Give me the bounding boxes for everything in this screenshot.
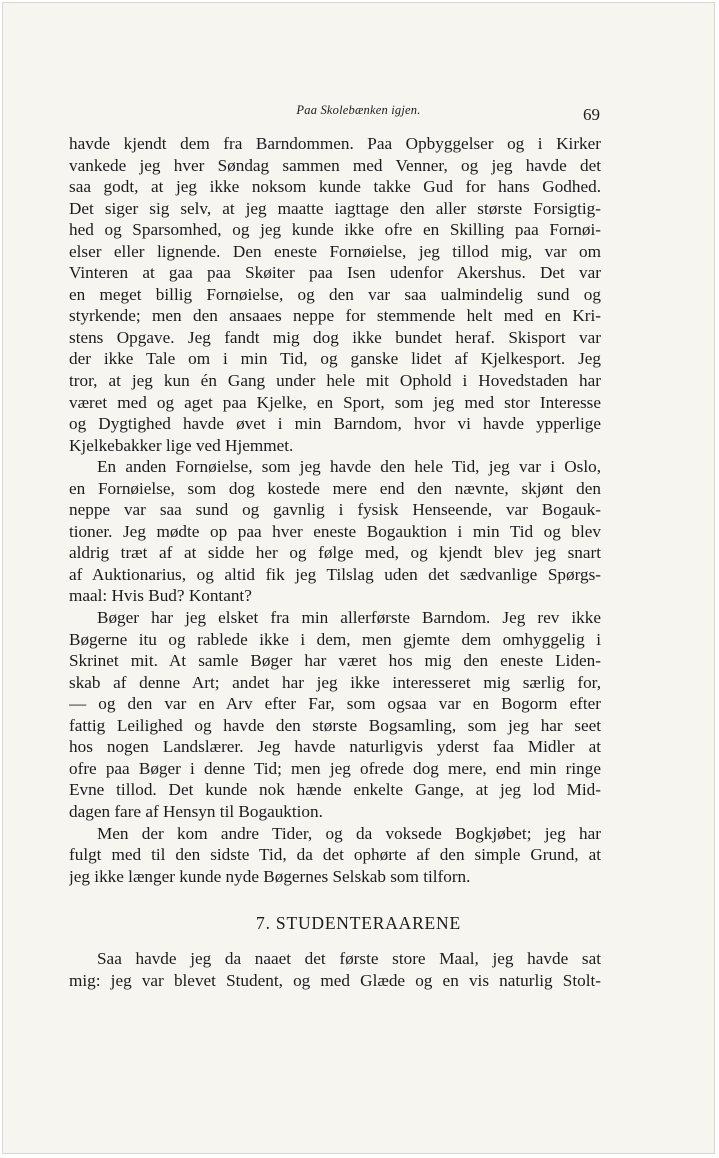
paragraph-start-line: Saa havde jeg da naaet det første store Maal, jeg havde sat [97,949,601,968]
book-page [2,2,715,1154]
paragraph-start-line: Bøger har jeg elsket fra min allerførste Barndom. Jeg rev ikke [97,608,601,628]
text-line: styrkende; men den ansaaes neppe for stemmende helt med en Kri- [69,306,601,326]
text-line: en Fornøielse, som dog kostede mere end den nævnte, skjønt den [69,478,601,498]
text-line: været med og aget paa Kjelke, en Sport, som jeg med stor Interesse [69,392,601,412]
body-text [69,133,601,887]
text-line: saa godt, at jeg ikke noksom kunde takke Gud for hans Godhed. [69,177,601,197]
text-line: skab af denne Art; andet har jeg ikke interesseret mig særlig for, [69,672,601,692]
text-line: af Auktionarius, og altid fik jeg Tilslag uden det sædvanlige Spørgs- [69,564,601,584]
running-title: Paa Skolebænken igjen. [296,103,421,117]
text-line: Det siger sig selv, at jeg maatte iagttage den aller største Forsigtig- [69,198,601,218]
section-heading: 7. STUDENTERAARENE [256,913,461,933]
text-line: Evne tillod. Det kunde nok hænde enkelte Gange, at jeg lod Mid- [69,780,601,800]
text-line: en meget billig Fornøielse, og den var saa ualmindelig sund og [69,284,601,304]
text-line: og Dygtighed havde øvet i min Barndom, hvor vi havde ypperlige [69,414,601,434]
text-line: vankede jeg hver Søndag sammen med Venner, og jeg havde det [69,155,601,175]
text-line: mig: jeg var blevet Student, og med Glæde og en vis naturlig Stolt- [69,970,601,990]
paragraph-start-line: Men der kom andre Tider, og da voksede Bogkjøbet; jeg har [97,823,601,843]
page-number: 69 [583,105,600,124]
paragraph-end-line: Kjelkebakker lige ved Hjemmet. [69,435,294,455]
text-line: neppe var saa sund og gavnlig i fysisk Henseende, var Bogauk- [69,500,601,520]
paragraph-end-line: maal: Hvis Bud? Kontant? [69,586,252,606]
text-line: fulgt med til den sidste Tid, da det ophørte af den simple Grund, at [69,845,601,865]
text-line: tioner. Jeg mødte op paa hver eneste Bogauktion i min Tid og blev [69,521,601,541]
paragraph-end-line: jeg ikke længer kunde nyde Bøgernes Selskab som tilforn. [69,866,471,886]
paragraph-end-line: dagen fare af Hensyn til Bogauktion. [69,801,323,821]
text-line: Skrinet mit. At samle Bøger har været hos mig den eneste Liden- [69,651,601,671]
paragraph-start-line: En anden Fornøielse, som jeg havde den hele Tid, jeg var i Oslo, [97,457,601,477]
text-line: elser eller lignende. Den eneste Fornøielse, jeg tillod mig, var om [69,241,601,261]
text-line: ofre paa Bøger i denne Tid; men jeg ofrede dog mere, end min ringe [69,758,601,778]
text-line: Vinteren at gaa paa Skøiter paa Isen udenfor Akershus. Det var [69,263,601,283]
text-line: tror, at jeg kun én Gang under hele mit Ophold i Hovedstaden har [69,371,601,391]
text-line: stens Opgave. Jeg fandt mig dog ikke bundet heraf. Skisport var [69,327,601,347]
text-line: aldrig træt af at sidde her og følge med, og kjendt blev jeg snart [69,543,601,563]
text-line: — og den var en Arv efter Far, som ogsaa var en Bogorm efter [69,694,601,714]
text-line: hed og Sparsomhed, og jeg kunde ikke ofre en Skilling paa Fornøi- [69,220,601,240]
section-body-text [69,948,601,991]
text-line: fattig Leilighed og havde den største Bogsamling, som jeg har seet [69,715,601,735]
text-line: havde kjendt dem fra Barndommen. Paa Opbyggelser og i Kirker [69,134,601,153]
text-line: Bøgerne itu og rablede ikke i dem, men gjemte dem omhyggelig i [69,629,601,649]
text-line: hos nogen Landslærer. Jeg havde naturligvis yderst faa Midler at [69,737,601,757]
text-line: der ikke Tale om i min Tid, og ganske lidet af Kjelkesport. Jeg [69,349,601,369]
